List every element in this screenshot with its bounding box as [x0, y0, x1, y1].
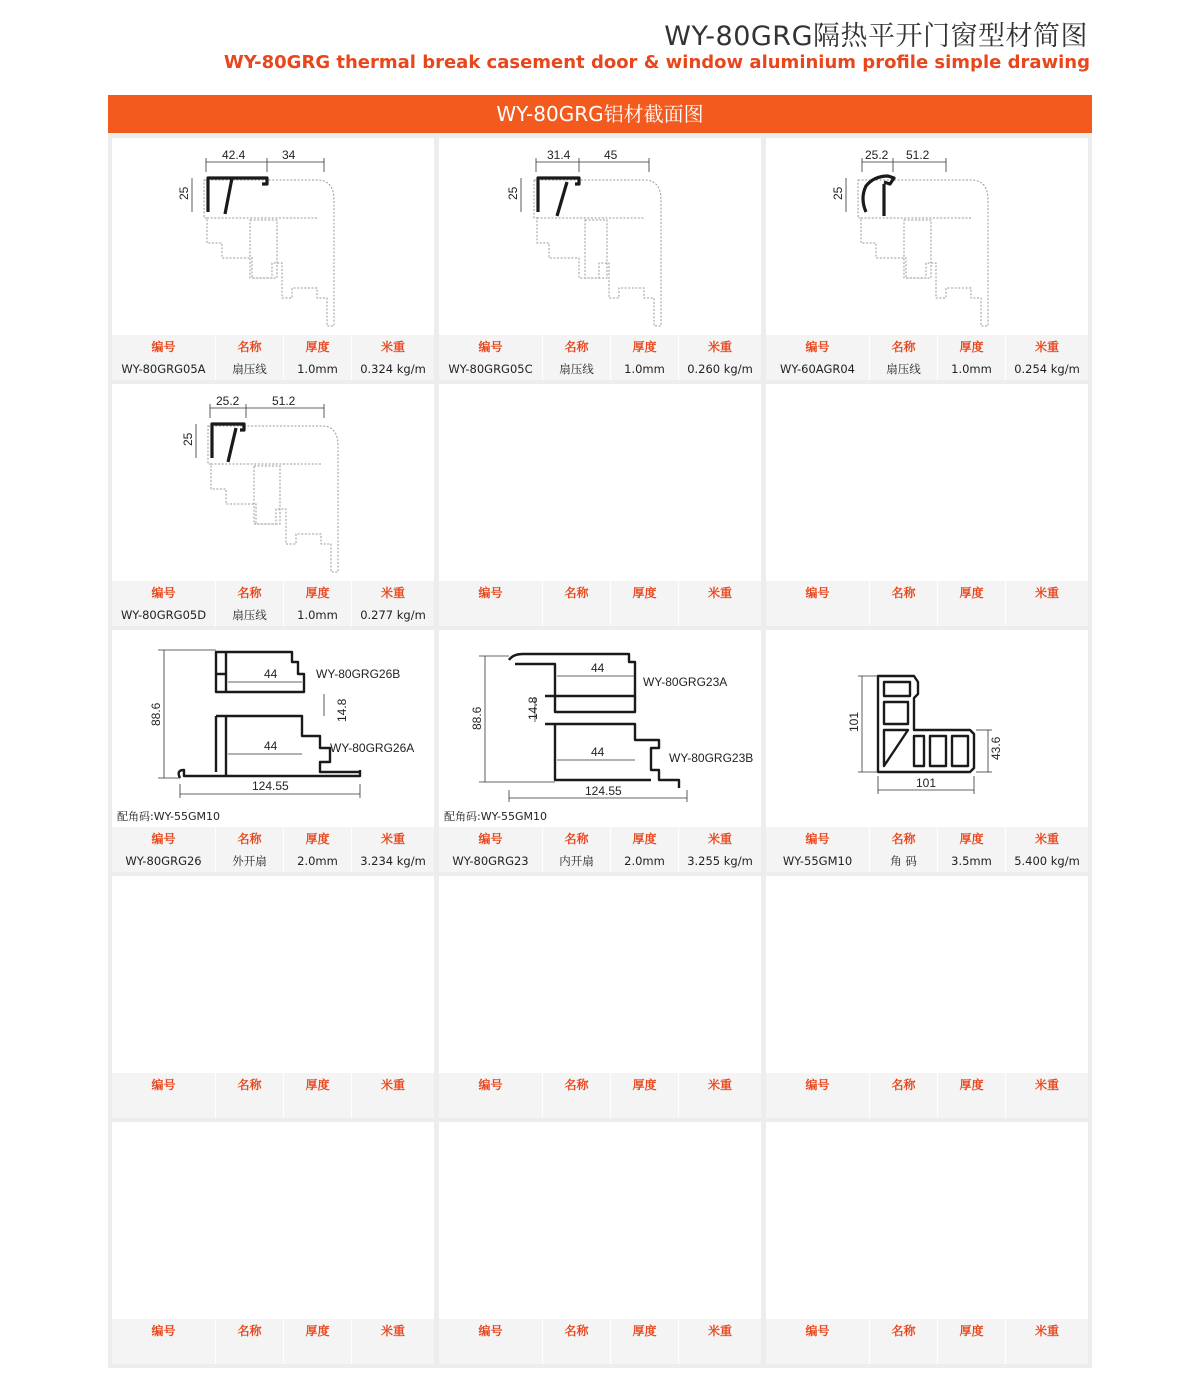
name-label: 名称 — [237, 1078, 262, 1092]
code-label: 编号 — [478, 1324, 503, 1338]
code-value: WY-80GRG05A — [121, 362, 206, 376]
code-label: 编号 — [151, 1324, 176, 1338]
dim-width: 101 — [916, 776, 937, 790]
thickness-label: 厚度 — [959, 586, 984, 600]
profile-drawing — [439, 630, 761, 826]
dim-width-a: 25.2 — [216, 394, 240, 408]
name-label: 名称 — [237, 1324, 262, 1338]
weight-label: 米重 — [707, 1078, 732, 1092]
thickness-value — [611, 605, 678, 626]
name-label: 名称 — [564, 1324, 589, 1338]
spec-row — [112, 827, 434, 872]
thickness-label: 厚度 — [305, 832, 330, 846]
code-value: WY-80GRG05C — [448, 362, 533, 376]
profile-card — [766, 138, 1088, 380]
profile-card — [112, 630, 434, 872]
spec-row — [112, 581, 434, 626]
code-label: 编号 — [151, 340, 176, 354]
profile-card — [112, 876, 434, 1118]
code-label: 编号 — [805, 1078, 830, 1092]
weight-value — [1006, 1343, 1088, 1364]
weight-value: 0.324 kg/m — [360, 362, 426, 376]
profile-drawing — [112, 630, 434, 826]
name-label: 名称 — [237, 586, 262, 600]
name-label: 名称 — [237, 340, 262, 354]
name-value: 外开扇 — [232, 854, 267, 868]
profile-card — [766, 630, 1088, 872]
name-value — [216, 1097, 283, 1118]
thickness-value — [938, 605, 1005, 626]
profile-drawing — [766, 630, 1088, 826]
page-title-cn: WY-80GRG隔热平开门窗型材简图 — [664, 21, 1088, 52]
name-value: 扇压线 — [232, 608, 267, 622]
name-value — [543, 1097, 610, 1118]
name-label: 名称 — [891, 1324, 916, 1338]
thickness-value: 1.0mm — [297, 362, 338, 376]
spec-row — [112, 335, 434, 380]
thickness-value: 3.5mm — [951, 854, 992, 868]
dim-height: 25 — [177, 186, 191, 200]
profile-card — [112, 384, 434, 626]
spec-row — [439, 1073, 761, 1118]
weight-value — [352, 1097, 434, 1118]
weight-label: 米重 — [707, 340, 732, 354]
profile-card — [439, 138, 761, 380]
weight-value — [1006, 605, 1088, 626]
code-label: 编号 — [478, 586, 503, 600]
name-label: 名称 — [891, 1078, 916, 1092]
name-value: 内开扇 — [559, 854, 594, 868]
part-label-top: WY-80GRG26B — [316, 667, 401, 681]
profile-card — [439, 1122, 761, 1364]
dim-width-b: 34 — [282, 148, 296, 162]
thickness-value — [938, 1343, 1005, 1364]
name-value: 扇压线 — [232, 362, 267, 376]
code-value: WY-80GRG05D — [120, 608, 207, 622]
thickness-label: 厚度 — [959, 1078, 984, 1092]
dim-width-b: 51.2 — [906, 148, 930, 162]
name-label: 名称 — [564, 1078, 589, 1092]
thickness-value: 1.0mm — [951, 362, 992, 376]
profile-drawing — [439, 138, 761, 334]
code-value — [766, 605, 869, 626]
thickness-label: 厚度 — [959, 340, 984, 354]
weight-value — [679, 1343, 761, 1364]
thickness-value — [938, 1097, 1005, 1118]
weight-value: 3.234 kg/m — [360, 854, 426, 868]
dim-total-width: 124.55 — [585, 784, 622, 798]
dim-width-b: 45 — [604, 148, 618, 162]
thickness-value: 1.0mm — [297, 608, 338, 622]
dim-width-bottom: 44 — [591, 745, 605, 759]
weight-label: 米重 — [1034, 586, 1059, 600]
name-label: 名称 — [891, 586, 916, 600]
dim-width-a: 42.4 — [222, 148, 246, 162]
profile-card — [439, 384, 761, 626]
spec-row — [766, 827, 1088, 872]
code-label: 编号 — [151, 586, 176, 600]
weight-value: 3.255 kg/m — [687, 854, 753, 868]
spec-row — [112, 1319, 434, 1364]
code-label: 编号 — [805, 832, 830, 846]
code-value: WY-55GM10 — [782, 854, 853, 868]
weight-value: 0.277 kg/m — [360, 608, 426, 622]
thickness-label: 厚度 — [632, 340, 657, 354]
name-label: 名称 — [564, 586, 589, 600]
code-label: 编号 — [151, 1078, 176, 1092]
name-value — [870, 1343, 937, 1364]
dim-width-top: 44 — [591, 661, 605, 675]
thickness-label: 厚度 — [959, 832, 984, 846]
thickness-value — [284, 1343, 351, 1364]
code-value — [766, 1097, 869, 1118]
dim-width-a: 31.4 — [547, 148, 571, 162]
dim-height: 25 — [506, 186, 520, 200]
name-label: 名称 — [564, 832, 589, 846]
dim-height: 25 — [831, 186, 845, 200]
dim-leg: 43.6 — [989, 736, 1003, 760]
code-value — [439, 1097, 542, 1118]
profile-card — [766, 1122, 1088, 1364]
name-value — [543, 605, 610, 626]
weight-label: 米重 — [707, 832, 732, 846]
weight-label: 米重 — [1034, 340, 1059, 354]
thickness-label: 厚度 — [632, 832, 657, 846]
weight-label: 米重 — [380, 1078, 405, 1092]
code-value — [112, 1097, 215, 1118]
weight-label: 米重 — [380, 340, 405, 354]
code-value — [112, 1343, 215, 1364]
weight-value — [1006, 1097, 1088, 1118]
dim-height: 88.6 — [470, 706, 484, 730]
dim-height: 101 — [847, 711, 861, 732]
spec-row — [766, 1319, 1088, 1364]
spec-row — [766, 1073, 1088, 1118]
name-value — [216, 1343, 283, 1364]
code-label: 编号 — [151, 832, 176, 846]
name-value: 角 码 — [890, 854, 917, 868]
thickness-value — [611, 1343, 678, 1364]
weight-label: 米重 — [707, 1324, 732, 1338]
part-label-bottom: WY-80GRG23B — [669, 751, 754, 765]
name-value — [870, 1097, 937, 1118]
profile-card — [439, 876, 761, 1118]
dim-width-bottom: 44 — [264, 739, 278, 753]
code-label: 编号 — [478, 1078, 503, 1092]
name-label: 名称 — [891, 340, 916, 354]
thickness-label: 厚度 — [305, 340, 330, 354]
code-label: 编号 — [478, 340, 503, 354]
weight-label: 米重 — [380, 832, 405, 846]
weight-label: 米重 — [380, 1324, 405, 1338]
profile-card — [439, 630, 761, 872]
weight-value — [679, 605, 761, 626]
name-value — [870, 605, 937, 626]
code-label: 编号 — [478, 832, 503, 846]
thickness-label: 厚度 — [959, 1324, 984, 1338]
code-value — [439, 1343, 542, 1364]
weight-label: 米重 — [1034, 832, 1059, 846]
profile-drawing — [112, 138, 434, 334]
spec-row — [766, 335, 1088, 380]
section-banner: WY-80GRG铝材截面图 — [108, 95, 1092, 133]
code-label: 编号 — [805, 1324, 830, 1338]
thickness-label: 厚度 — [632, 586, 657, 600]
dim-gap: 14.8 — [335, 698, 349, 722]
profile-drawing — [112, 384, 434, 580]
dim-height: 25 — [181, 432, 195, 446]
thickness-label: 厚度 — [305, 1078, 330, 1092]
corner-note: 配角码:WY-55GM10 — [444, 810, 547, 823]
weight-label: 米重 — [380, 586, 405, 600]
thickness-value: 1.0mm — [624, 362, 665, 376]
thickness-value — [284, 1097, 351, 1118]
name-value: 扇压线 — [886, 362, 921, 376]
profile-drawing — [766, 138, 1088, 334]
code-value: WY-80GRG26 — [125, 854, 202, 868]
thickness-value: 2.0mm — [297, 854, 338, 868]
corner-note: 配角码:WY-55GM10 — [117, 810, 220, 823]
spec-row — [439, 335, 761, 380]
weight-label: 米重 — [1034, 1324, 1059, 1338]
dim-gap: 14.8 — [526, 696, 540, 720]
dim-width-top: 44 — [264, 667, 278, 681]
weight-value: 5.400 kg/m — [1014, 854, 1080, 868]
weight-value — [679, 1097, 761, 1118]
thickness-value — [611, 1097, 678, 1118]
dim-width-a: 25.2 — [865, 148, 889, 162]
spec-row — [439, 827, 761, 872]
profile-panel — [108, 95, 1092, 1368]
dim-total-width: 124.55 — [252, 779, 289, 793]
name-label: 名称 — [891, 832, 916, 846]
profile-card — [112, 138, 434, 380]
profile-card — [766, 876, 1088, 1118]
name-value — [543, 1343, 610, 1364]
dim-width-b: 51.2 — [272, 394, 296, 408]
weight-value: 0.260 kg/m — [687, 362, 753, 376]
part-label-bottom: WY-80GRG26A — [330, 741, 415, 755]
code-value: WY-60AGR04 — [779, 362, 855, 376]
weight-label: 米重 — [707, 586, 732, 600]
part-label-top: WY-80GRG23A — [643, 675, 728, 689]
code-value — [439, 605, 542, 626]
name-value: 扇压线 — [559, 362, 594, 376]
thickness-label: 厚度 — [305, 1324, 330, 1338]
dim-height: 88.6 — [149, 702, 163, 726]
spec-row — [112, 1073, 434, 1118]
code-label: 编号 — [805, 586, 830, 600]
thickness-label: 厚度 — [305, 586, 330, 600]
code-value: WY-80GRG23 — [452, 854, 529, 868]
spec-row — [439, 581, 761, 626]
name-label: 名称 — [564, 340, 589, 354]
profile-card — [112, 1122, 434, 1364]
code-value — [766, 1343, 869, 1364]
name-label: 名称 — [237, 832, 262, 846]
spec-row — [439, 1319, 761, 1364]
thickness-label: 厚度 — [632, 1324, 657, 1338]
weight-label: 米重 — [1034, 1078, 1059, 1092]
thickness-value: 2.0mm — [624, 854, 665, 868]
weight-value — [352, 1343, 434, 1364]
spec-row — [766, 581, 1088, 626]
profile-card — [766, 384, 1088, 626]
page-title-en: WY-80GRG thermal break casement door & window aluminium profile simple drawing — [223, 52, 1090, 73]
code-label: 编号 — [805, 340, 830, 354]
thickness-label: 厚度 — [632, 1078, 657, 1092]
weight-value: 0.254 kg/m — [1014, 362, 1080, 376]
